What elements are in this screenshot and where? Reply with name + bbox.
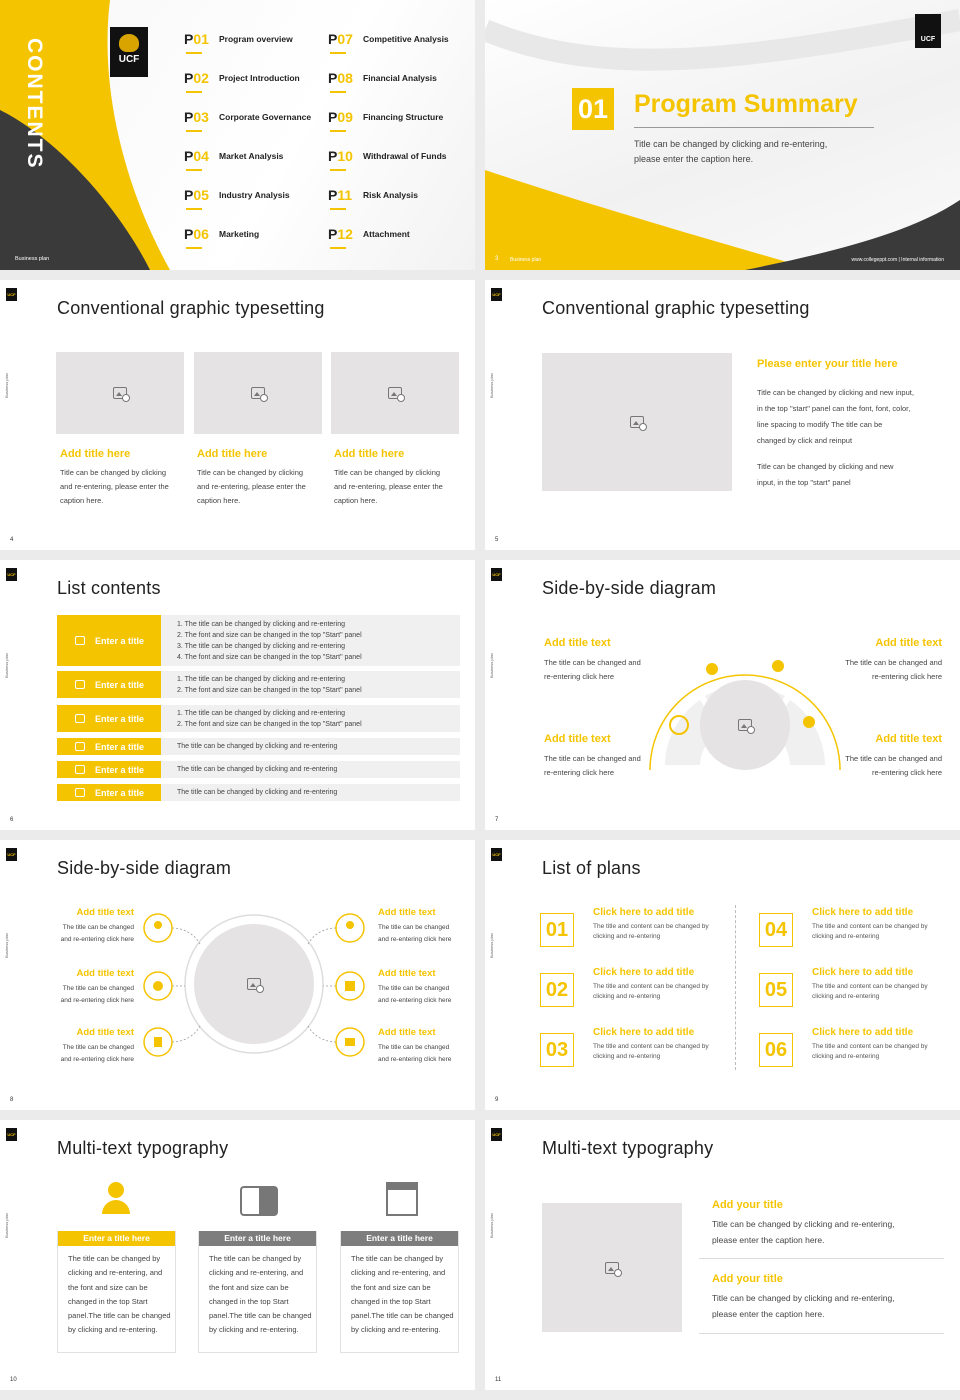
block-text: Title can be changed by clicking and re-entering, please enter the caption here. <box>712 1293 895 1319</box>
page-number: 5 <box>495 537 499 543</box>
plan-text: The title and content can be changed by clicking and re-entering <box>812 923 928 940</box>
text-column <box>57 1231 176 1353</box>
plan-number: 02 <box>540 973 574 1007</box>
column-text: changed in the top Start <box>209 1296 289 1306</box>
diagram-text: The title can be changed and re-entering click here <box>378 985 452 1004</box>
toc-number: P11 <box>328 187 353 203</box>
toc-underline <box>186 208 202 210</box>
title-underline <box>634 127 874 128</box>
image-placeholder[interactable] <box>56 352 184 434</box>
column-text: the font and size can be <box>68 1282 148 1292</box>
diagram-text: The title can be changed and re-entering click here <box>60 985 134 1004</box>
image-icon <box>605 1262 619 1274</box>
slide-multi-text-image[interactable] <box>485 1120 960 1390</box>
cheese-icon <box>240 1186 278 1216</box>
column-text: clicking and re-entering, and <box>351 1268 446 1278</box>
toc-underline <box>186 130 202 132</box>
section-title: Program Summary <box>634 90 858 118</box>
image-icon <box>113 387 127 399</box>
page-number: 3 <box>495 256 499 262</box>
list-row-head: Enter a title <box>57 705 161 732</box>
toc-underline <box>330 247 346 249</box>
toc-label: Financing Structure <box>363 112 444 122</box>
toc-underline <box>330 130 346 132</box>
toc-number: P01 <box>184 31 209 47</box>
toc-label: Risk Analysis <box>363 190 418 200</box>
column-text: clicking and re-entering, and <box>209 1268 304 1278</box>
column-header[interactable]: Enter a title here <box>199 1231 316 1246</box>
toc-label: Withdrawal of Funds <box>363 151 447 161</box>
text-heading: Please enter your title here <box>757 358 898 370</box>
plan-number: 04 <box>759 913 793 947</box>
toc-label: Market Analysis <box>219 151 284 161</box>
plan-number: 05 <box>759 973 793 1007</box>
ucf-logo: UCF <box>491 848 502 861</box>
section-number: 01 <box>572 88 614 130</box>
list-row[interactable] <box>57 671 460 698</box>
text-paragraph: Title can be changed by clicking and new input, in the top "start" panel can the font, font, color, line spacing to modify The title can be changed by click and reinput <box>757 388 914 445</box>
list-row[interactable] <box>57 738 460 755</box>
list-icon <box>75 742 85 751</box>
toc-number: P08 <box>328 70 353 86</box>
list-row-head: Enter a title <box>57 738 161 755</box>
ucf-logo: UCF <box>6 1128 17 1141</box>
toc-number: P12 <box>328 226 353 242</box>
image-icon <box>247 978 261 990</box>
plan-title: Click here to add title <box>593 907 695 918</box>
ucf-logo: UCF <box>110 27 148 77</box>
slide-title: Conventional graphic typesetting <box>57 298 325 318</box>
list-icon <box>75 788 85 797</box>
section-subtitle: Title can be changed by clicking and re-entering, please enter the caption here. <box>634 139 828 164</box>
column-text: Title can be changed by clicking and re-entering, please enter the caption here. <box>197 468 306 505</box>
column-text: changed in the top Start <box>68 1296 148 1306</box>
plan-number: 03 <box>540 1033 574 1067</box>
ucf-logo: UCF <box>6 288 17 301</box>
toc-label: Project Introduction <box>219 73 300 83</box>
column-text: panel.The title can be changed <box>209 1311 312 1321</box>
side-label: Business plan <box>489 1213 494 1238</box>
slide-title: List contents <box>57 578 161 598</box>
plan-title: Click here to add title <box>812 1027 914 1038</box>
plan-text: The title and content can be changed by clicking and re-entering <box>812 983 928 1000</box>
column-text: changed in the top Start <box>351 1296 431 1306</box>
list-row-text: 1. The title can be changed by clicking and re-entering <box>177 709 345 717</box>
footer-label: Business plan <box>510 257 542 263</box>
text-column <box>198 1231 317 1353</box>
toc-number: P02 <box>184 70 209 86</box>
slide-list-contents[interactable] <box>0 560 475 830</box>
side-label: Business plan <box>489 653 494 678</box>
diagram-title: Add title text <box>76 1027 134 1038</box>
list-row-text: The title can be changed by clicking and re-entering <box>177 766 338 773</box>
slide-graphic-typesetting-3col[interactable] <box>0 280 475 550</box>
image-icon <box>251 387 265 399</box>
column-text: The title can be changed by <box>68 1254 161 1263</box>
toc-number: P05 <box>184 187 209 203</box>
footer-website: www.collegeppt.com | Internal information <box>851 257 944 263</box>
slide-side-by-side-arc[interactable] <box>485 560 960 830</box>
slide-side-by-side-circle[interactable] <box>0 840 475 1110</box>
column-text: Title can be changed by clicking and re-entering, please enter the caption here. <box>334 468 443 505</box>
slide-contents[interactable] <box>0 0 475 270</box>
ucf-logo: UCF <box>915 14 941 48</box>
list-row-text: 2. The font and size can be changed in the top "Start" panel <box>177 631 362 639</box>
image-placeholder[interactable] <box>194 352 322 434</box>
diagram-title: Add title text <box>875 637 942 649</box>
column-text: the font and size can be <box>351 1282 431 1292</box>
slide-title: Conventional graphic typesetting <box>542 298 810 318</box>
list-row-text: 2. The font and size can be changed in the top "Start" panel <box>177 686 362 694</box>
user-add-icon <box>102 1182 132 1216</box>
list-row-head: Enter a title <box>57 761 161 778</box>
plans-divider <box>735 905 736 1070</box>
plan-number: 01 <box>540 913 574 947</box>
ucf-logo: UCF <box>6 568 17 581</box>
plan-title: Click here to add title <box>593 1027 695 1038</box>
toc-number: P06 <box>184 226 209 242</box>
toc-underline <box>330 169 346 171</box>
column-text: panel.The title can be changed <box>68 1311 171 1321</box>
list-row-text: The title can be changed by clicking and re-entering <box>177 789 338 796</box>
diagram-text: The title can be changed and re-entering click here <box>845 658 942 681</box>
image-icon <box>738 719 752 731</box>
list-row-text: 3. The title can be changed by clicking and re-entering <box>177 642 345 650</box>
pegasus-icon <box>119 34 139 52</box>
column-text: by clicking and re-entering. <box>209 1325 299 1335</box>
toc-underline <box>330 208 346 210</box>
diagram-text: The title can be changed and re-entering click here <box>378 1044 452 1063</box>
image-icon <box>630 416 644 428</box>
plan-text: The title and content can be changed by clicking and re-entering <box>812 1043 928 1060</box>
page-number: 6 <box>10 817 14 823</box>
slide-multi-text-3col[interactable] <box>0 1120 475 1390</box>
column-title: Add title here <box>60 448 131 460</box>
side-label: Business plan <box>4 373 9 398</box>
column-text: by clicking and re-entering. <box>351 1325 441 1335</box>
list-row-text: The title can be changed by clicking and re-entering <box>177 743 338 750</box>
toc-underline <box>186 52 202 54</box>
slide-program-summary[interactable] <box>485 0 960 270</box>
column-text: clicking and re-entering, and <box>68 1268 163 1278</box>
side-label: Business plan <box>489 373 494 398</box>
slide-title: Multi-text typography <box>57 1138 229 1158</box>
diagram-title: Add title text <box>76 968 134 979</box>
toc-number: P03 <box>184 109 209 125</box>
image-placeholder[interactable] <box>331 352 459 434</box>
toc-label: Industry Analysis <box>219 190 290 200</box>
toc-label: Attachment <box>363 229 410 239</box>
list-row-head: Enter a title <box>57 615 161 666</box>
column-text: The title can be changed by <box>351 1254 444 1263</box>
list-row-text: 2. The font and size can be changed in the top "Start" panel <box>177 720 362 728</box>
page-number: 10 <box>10 1377 17 1383</box>
plan-text: The title and content can be changed by clicking and re-entering <box>593 923 709 940</box>
page-number: 8 <box>10 1097 14 1103</box>
list-icon <box>75 765 85 774</box>
column-header[interactable]: Enter a title here <box>341 1231 458 1246</box>
list-icon <box>75 714 85 723</box>
list-row-head: Enter a title <box>57 784 161 801</box>
list-icon <box>75 680 85 689</box>
diagram-title: Add title text <box>76 907 134 918</box>
contents-vertical-title: CONTENTS <box>23 38 46 170</box>
column-text: panel.The title can be changed <box>351 1311 454 1321</box>
diagram-text: The title can be changed and re-entering click here <box>378 924 452 943</box>
slide-title: Side-by-side diagram <box>57 858 232 878</box>
diagram-title: Add title text <box>875 733 942 745</box>
page-number: 11 <box>495 1377 502 1383</box>
toc-underline <box>186 169 202 171</box>
diagram-title: Add title text <box>544 733 611 745</box>
block-title: Add your title <box>712 1273 783 1285</box>
block-title: Add your title <box>712 1199 783 1211</box>
list-row-text: 1. The title can be changed by clicking and re-entering <box>177 620 345 628</box>
plan-text: The title and content can be changed by clicking and re-entering <box>593 983 709 1000</box>
page-number: 4 <box>10 537 14 543</box>
plan-title: Click here to add title <box>812 907 914 918</box>
block-text: Title can be changed by clicking and re-entering, please enter the caption here. <box>712 1219 895 1245</box>
text-column <box>340 1231 459 1353</box>
side-label: Business plan <box>489 933 494 958</box>
slide-title: List of plans <box>542 858 641 878</box>
toc-number: P09 <box>328 109 353 125</box>
plan-title: Click here to add title <box>812 967 914 978</box>
ucf-logo: UCF <box>491 288 502 301</box>
toc-number: P10 <box>328 148 353 164</box>
slide-title: Side-by-side diagram <box>542 578 717 598</box>
list-row-head: Enter a title <box>57 671 161 698</box>
slide-list-of-plans[interactable] <box>485 840 960 1110</box>
toc-label: Program overview <box>219 34 293 44</box>
plan-title: Click here to add title <box>593 967 695 978</box>
text-paragraph: Title can be changed by clicking and new input, in the top "start" panel <box>757 462 894 487</box>
diagram-title: Add title text <box>544 637 611 649</box>
diagram-text: The title can be changed and re-entering click here <box>845 754 942 777</box>
column-text: The title can be changed by <box>209 1254 302 1263</box>
list-row[interactable] <box>57 705 460 732</box>
plan-text: The title and content can be changed by clicking and re-entering <box>593 1043 709 1060</box>
list-row-text: 1. The title can be changed by clicking and re-entering <box>177 675 345 683</box>
toc-underline <box>186 91 202 93</box>
toc-underline <box>330 52 346 54</box>
side-label: Business plan <box>4 933 9 958</box>
list-icon <box>75 636 85 645</box>
image-icon <box>388 387 402 399</box>
page-number: 9 <box>495 1097 499 1103</box>
toc-label: Corporate Governance <box>219 112 312 122</box>
footer-label: Business plan <box>15 256 50 262</box>
image-placeholder[interactable] <box>542 353 732 491</box>
side-label: Business plan <box>4 1213 9 1238</box>
toc-underline <box>330 91 346 93</box>
image-placeholder[interactable] <box>542 1203 682 1332</box>
column-title: Add title here <box>334 448 405 460</box>
diagram-text: The title can be changed and re-entering click here <box>544 658 641 681</box>
column-text: by clicking and re-entering. <box>68 1325 158 1335</box>
ucf-logo: UCF <box>6 848 17 861</box>
ucf-logo: UCF <box>491 568 502 581</box>
diagram-title: Add title text <box>378 1027 436 1038</box>
list-row-text: 4. The font and size can be changed in the top "Start" panel <box>177 653 362 661</box>
column-text: Title can be changed by clicking and re-entering, please enter the caption here. <box>60 468 169 505</box>
diagram-text: The title can be changed and re-entering click here <box>544 754 641 777</box>
house-icon <box>386 1182 418 1216</box>
summary-waves <box>485 0 960 270</box>
toc-label: Financial Analysis <box>363 73 437 83</box>
ucf-logo: UCF <box>491 1128 502 1141</box>
diagram-text: The title can be changed and re-entering click here <box>60 924 134 943</box>
side-label: Business plan <box>4 653 9 678</box>
diagram-title: Add title text <box>378 968 436 979</box>
toc-label: Competitive Analysis <box>363 34 449 44</box>
plan-number: 06 <box>759 1033 793 1067</box>
column-title: Add title here <box>197 448 268 460</box>
diagram-title: Add title text <box>378 907 436 918</box>
list-row[interactable] <box>57 761 460 778</box>
list-row[interactable] <box>57 784 460 801</box>
column-header[interactable]: Enter a title here <box>58 1231 175 1246</box>
toc-underline <box>186 247 202 249</box>
slide-graphic-typesetting-single[interactable] <box>485 280 960 550</box>
toc-label: Marketing <box>219 229 260 239</box>
arc-diagram <box>485 560 960 830</box>
toc-number: P04 <box>184 148 209 164</box>
list-row[interactable] <box>57 615 460 666</box>
page-number: 7 <box>495 817 499 823</box>
column-text: the font and size can be <box>209 1282 289 1292</box>
diagram-text: The title can be changed and re-entering click here <box>60 1044 134 1063</box>
slide-title: Multi-text typography <box>542 1138 714 1158</box>
toc-number: P07 <box>328 31 353 47</box>
